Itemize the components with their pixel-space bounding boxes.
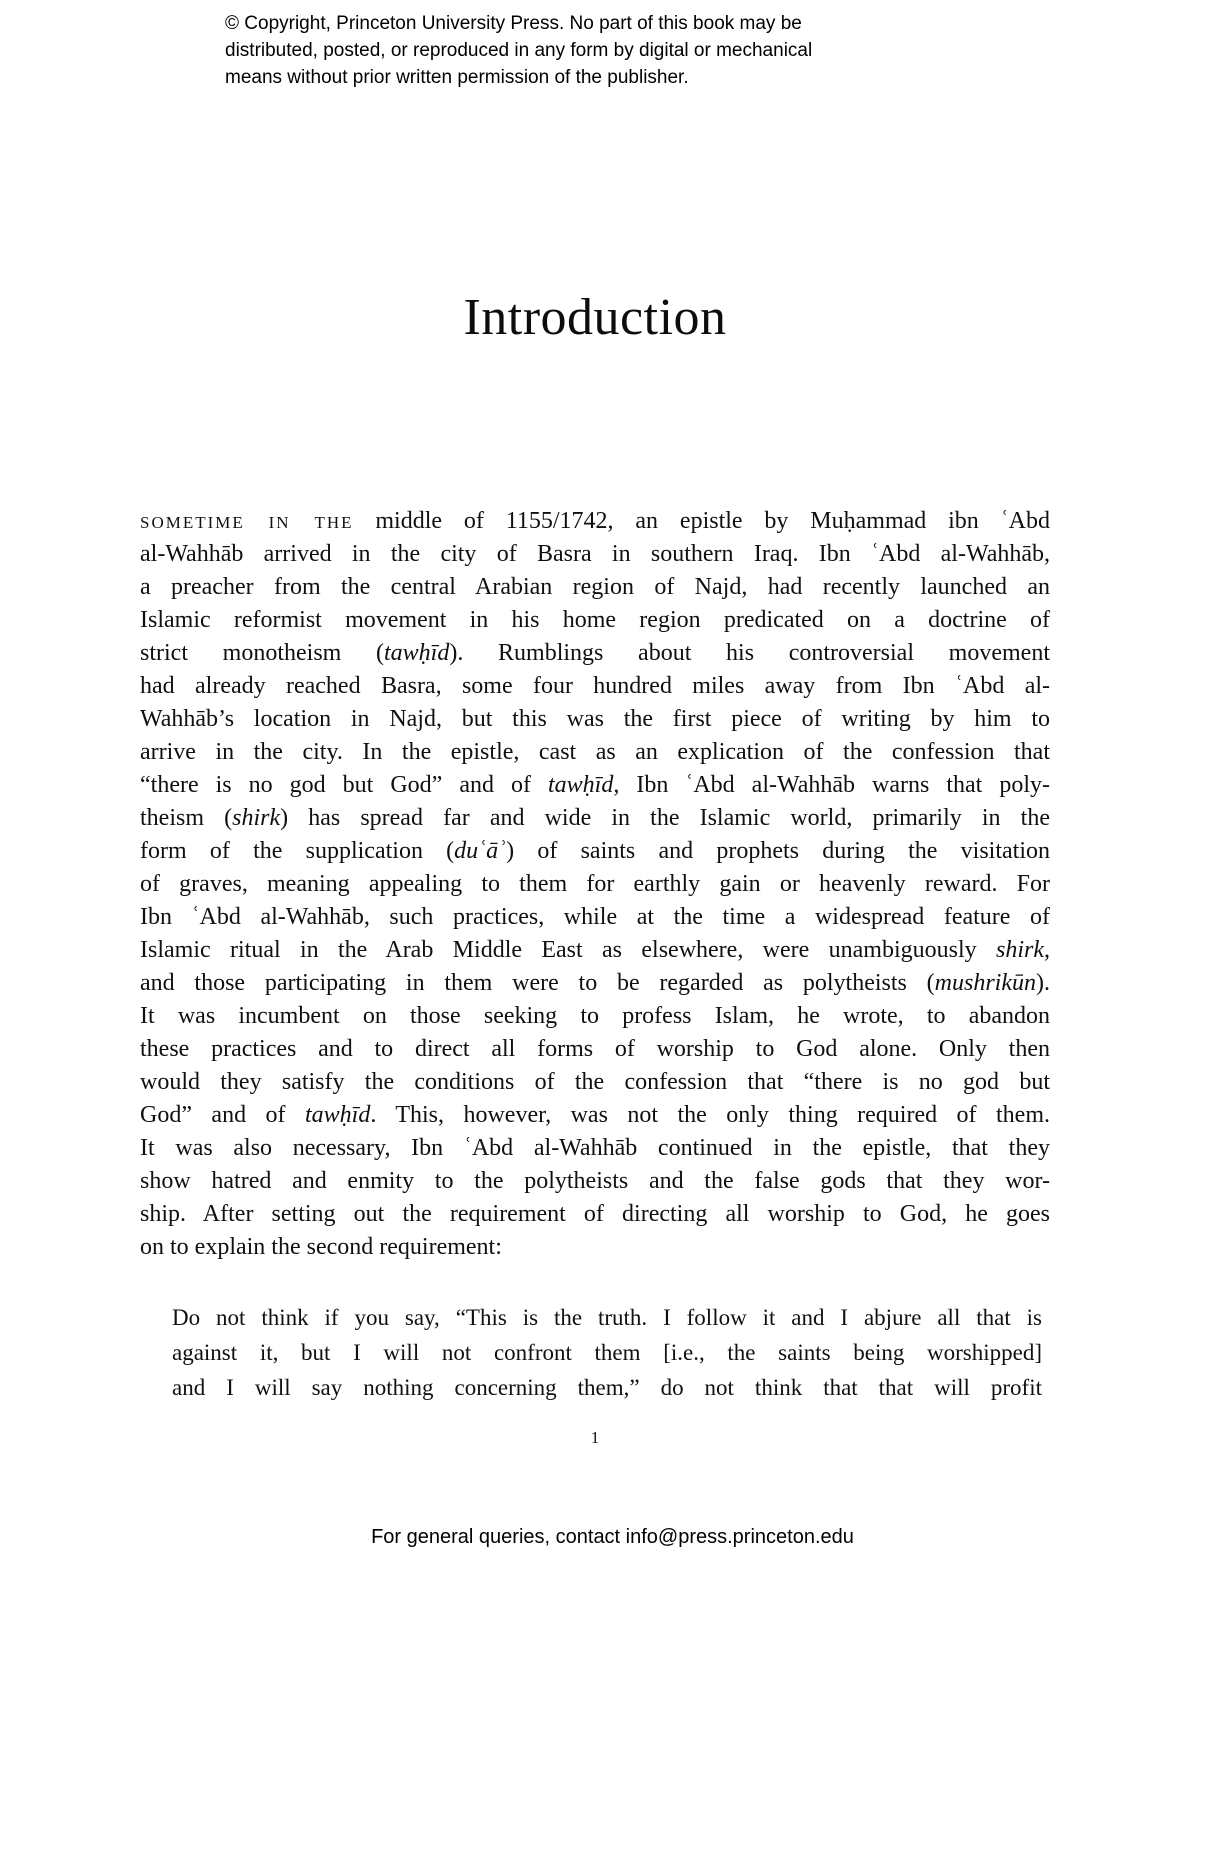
- text-line: had already reached Basra, some four hundred miles away from Ibn ʿAbd al-: [140, 673, 1050, 699]
- text-line: Wahhāb’s location in Najd, but this was the first piece of writing by him to: [140, 706, 1050, 732]
- text-line: and I will say nothing concerning them,” do not think that that will profit: [172, 1375, 1042, 1400]
- chapter-title: Introduction: [463, 289, 727, 346]
- text-line: Islamic reformist movement in his home region predicated on a doctrine of: [140, 607, 1050, 633]
- text-line: and those participating in them were to be regarded as polytheists (mushrikūn).: [140, 970, 1050, 996]
- text-line: God” and of tawḥīd. This, however, was not the only thing required of them.: [140, 1102, 1050, 1128]
- block-quote: [172, 1300, 1042, 1405]
- text-line: It was also necessary, Ibn ʿAbd al-Wahhāb continued in the epistle, that they: [140, 1135, 1050, 1161]
- text-line: Islamic ritual in the Arab Middle East as elsewhere, were unambiguously shirk,: [140, 937, 1050, 963]
- text-line: “there is no god but God” and of tawḥīd, Ibn ʿAbd al-Wahhāb warns that poly-: [140, 772, 1050, 798]
- text-line: a preacher from the central Arabian region of Najd, had recently launched an: [140, 574, 1050, 600]
- text-line: Ibn ʿAbd al-Wahhāb, such practices, while at the time a widespread feature of: [140, 904, 1050, 930]
- page-number: 1: [590, 1428, 600, 1447]
- text-line: strict monotheism (tawḥīd). Rumblings about his controversial movement: [140, 640, 1050, 666]
- text-line: of graves, meaning appealing to them for earthly gain or heavenly reward. For: [140, 871, 1050, 897]
- text-line: distributed, posted, or reproduced in any form by digital or mechanical: [225, 40, 813, 61]
- text-line: © Copyright, Princeton University Press. No part of this book may be: [225, 13, 802, 34]
- text-line: these practices and to direct all forms of worship to God alone. Only then: [140, 1036, 1050, 1062]
- text-line: al-Wahhāb arrived in the city of Basra in southern Iraq. Ibn ʿAbd al-Wahhāb,: [140, 541, 1050, 567]
- footer-contact: For general queries, contact info@press.princeton.edu: [371, 1526, 854, 1548]
- text-line: arrive in the city. In the epistle, cast as an explication of the confession that: [140, 739, 1050, 765]
- text-line: against it, but I will not confront them [i.e., the saints being worshipped]: [172, 1340, 1042, 1365]
- text-line: theism (shirk) has spread far and wide in the Islamic world, primarily in the: [140, 805, 1050, 831]
- copyright-notice: [225, 10, 865, 91]
- text-line: ship. After setting out the requirement of directing all worship to God, he goes: [140, 1201, 1050, 1227]
- text-line: means without prior written permission of the publisher.: [225, 67, 689, 88]
- text-line: sometime in the middle of 1155/1742, an epistle by Muḥammad ibn ʿAbd: [140, 508, 1050, 534]
- text-line: would they satisfy the conditions of the confession that “there is no god but: [140, 1069, 1050, 1095]
- text-line: Do not think if you say, “This is the truth. I follow it and I abjure all that is: [172, 1305, 1042, 1330]
- body-paragraph: [140, 505, 1050, 1264]
- text-line: show hatred and enmity to the polytheists and the false gods that they wor-: [140, 1168, 1050, 1194]
- text-line: on to explain the second requirement:: [140, 1234, 502, 1260]
- text-line: form of the supplication (duʿāʾ) of saints and prophets during the visitation: [140, 838, 1050, 864]
- text-line: It was incumbent on those seeking to profess Islam, he wrote, to abandon: [140, 1003, 1050, 1029]
